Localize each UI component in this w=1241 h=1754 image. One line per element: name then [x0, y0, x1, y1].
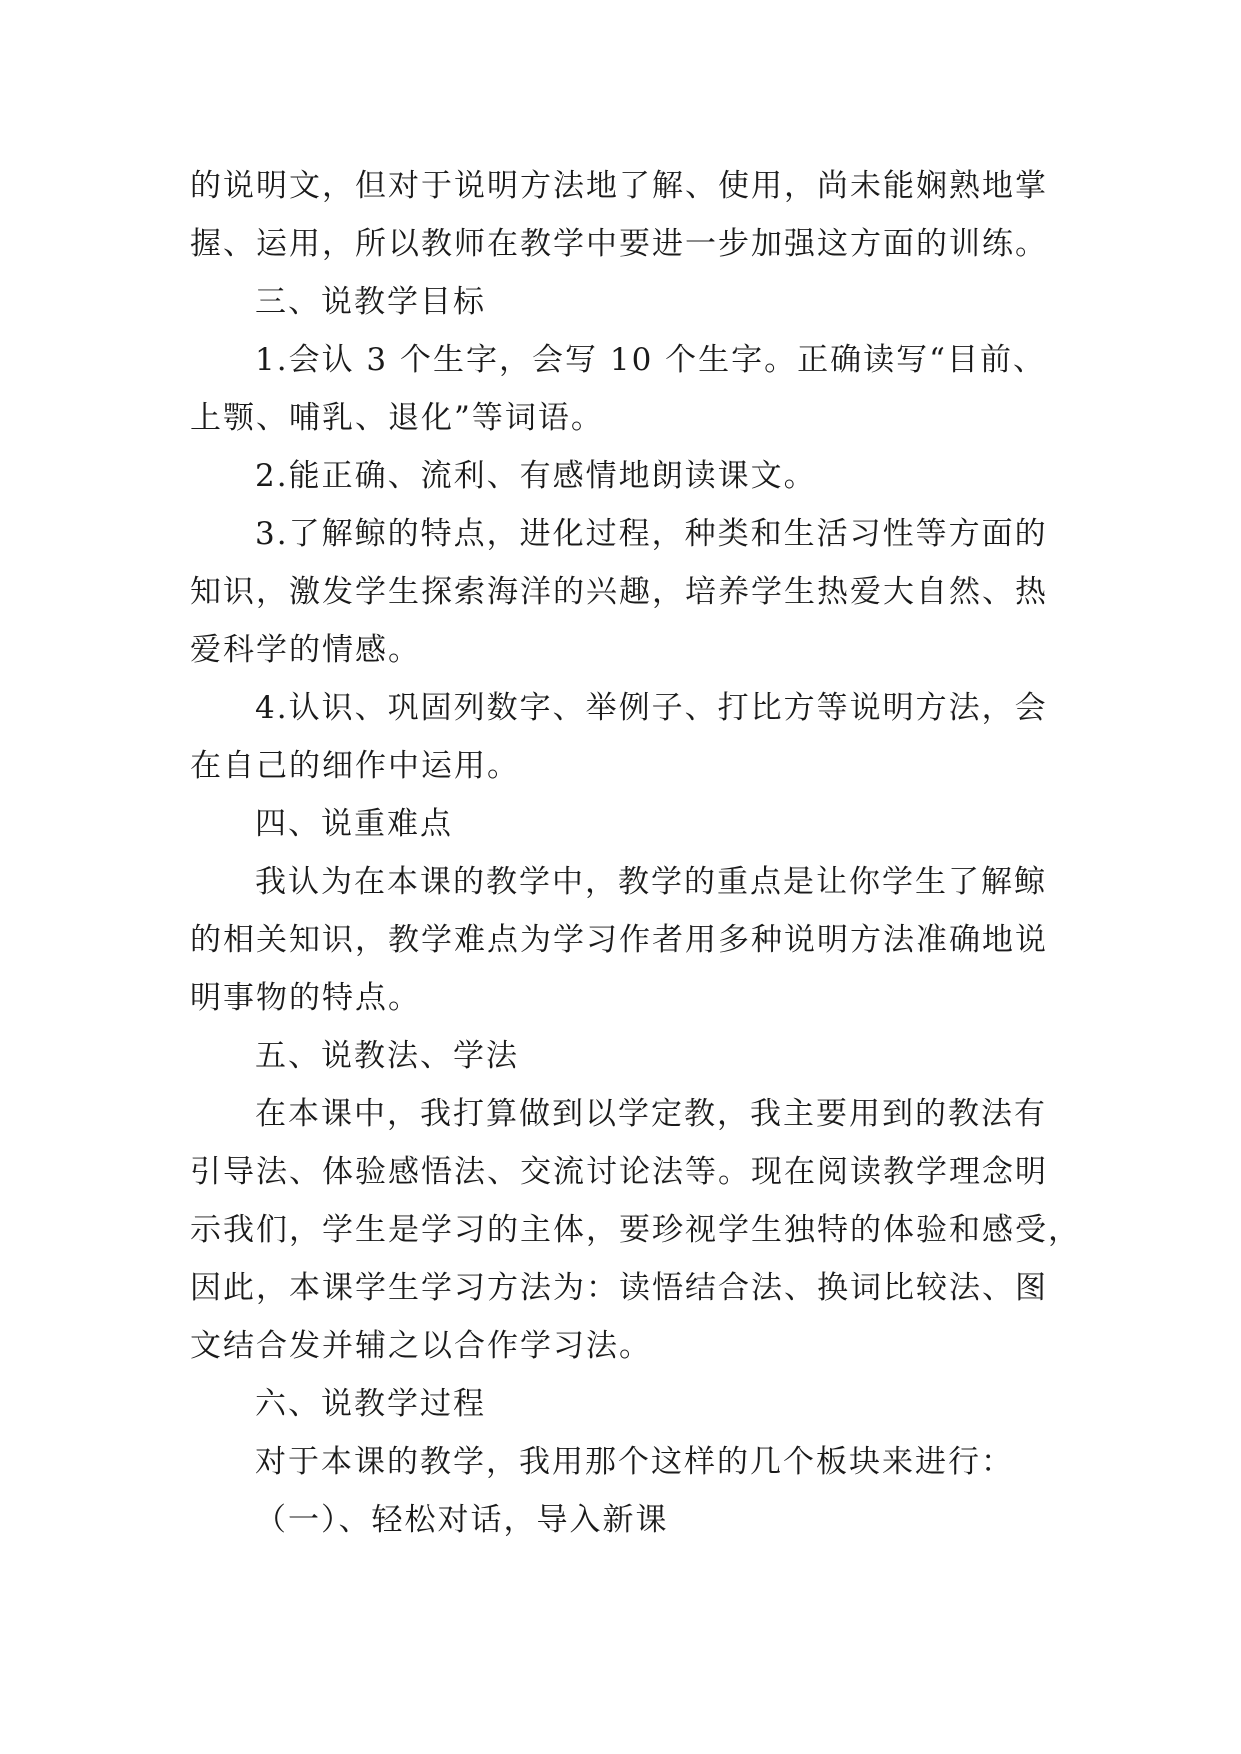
paragraph-line: 文结合发并辅之以合作学习法。 — [190, 1328, 652, 1364]
paragraph-line: 握、运用，所以教师在教学中要进一步加强这方面的训练。 — [190, 226, 1048, 262]
paragraph-line: 知识，激发学生探索海洋的兴趣，培养学生热爱大自然、热 — [190, 574, 1048, 610]
paragraph-line: 的说明文，但对于说明方法地了解、使用，尚未能娴熟地掌 — [190, 168, 1048, 204]
list-item: 3.了解鲸的特点，进化过程，种类和生活习性等方面的 — [255, 516, 1048, 552]
paragraph-line: 爱科学的情感。 — [190, 632, 421, 668]
paragraph-line: 在本课中，我打算做到以学定教，我主要用到的教法有 — [255, 1096, 1047, 1132]
section-heading: 五、说教法、学法 — [255, 1038, 519, 1074]
list-item: 1.会认 3 个生字，会写 10 个生字。正确读写“目前、 — [255, 342, 1047, 378]
paragraph-line: 引导法、体验感悟法、交流讨论法等。现在阅读教学理念明 — [190, 1154, 1048, 1190]
paragraph-line: 我认为在本课的教学中，教学的重点是让你学生了解鲸 — [255, 864, 1047, 900]
section-heading: 六、说教学过程 — [255, 1386, 486, 1422]
list-item: 2.能正确、流利、有感情地朗读课文。 — [255, 458, 817, 494]
paragraph-line: 对于本课的教学，我用那个这样的几个板块来进行： — [255, 1444, 1014, 1480]
paragraph-line: 明事物的特点。 — [190, 980, 421, 1016]
paragraph-line: 示我们，学生是学习的主体，要珍视学生独特的体验和感受， — [190, 1212, 1081, 1248]
paragraph-line: 在自己的细作中运用。 — [190, 748, 520, 784]
paragraph-line: 上颚、哺乳、退化”等词语。 — [190, 400, 604, 436]
paragraph-line: 因此，本课学生学习方法为：读悟结合法、换词比较法、图 — [190, 1270, 1048, 1306]
list-item: 4.认识、巩固列数字、举例子、打比方等说明方法，会 — [255, 690, 1048, 726]
subsection-heading: （一）、轻松对话，导入新课 — [255, 1502, 669, 1538]
paragraph-line: 的相关知识，教学难点为学习作者用多种说明方法准确地说 — [190, 922, 1048, 958]
section-heading: 三、说教学目标 — [255, 284, 486, 320]
section-heading: 四、说重难点 — [255, 806, 453, 842]
